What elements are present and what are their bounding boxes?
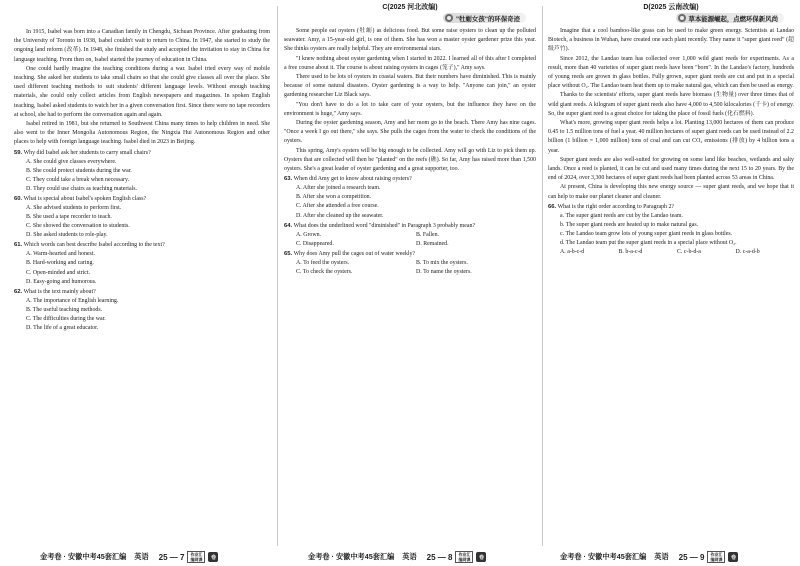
passage-paragraph: Super giant reeds are also well-suited for growing on some land like beaches, wetlands and salty lands. Once a reed is planted, it can be cut and used many times during the next 15 to 20 years. By the end of 2024, over 3,300 hectares of super giant reeds had been planted across 53 areas in China. [548, 156, 794, 182]
option[interactable]: B. Hard-working and caring. [26, 260, 94, 267]
option[interactable]: A. She advised students to perform first. [26, 205, 122, 212]
footer-subject: 英语 [134, 552, 149, 561]
footer-subject: 英语 [654, 552, 669, 561]
option[interactable]: C. Open-minded and strict. [26, 269, 90, 276]
passage-paragraph: "I knew nothing about oyster gardening when I started in 2022. I learned all of this after I completed a free course about it. The course is about raising oysters in cages (笼子)," Amy says. [284, 55, 536, 71]
question-text: What is the right order according to Paragraph 2? [557, 203, 675, 210]
banner-title: "牡蛎女孩"的环保奇迹 [455, 14, 520, 23]
option[interactable]: C. The difficulties during the war. [26, 315, 106, 322]
question-number: 64. [284, 222, 293, 229]
statement: d. The Landao team put the super giant reeds in a special place without O₂. [560, 240, 737, 247]
question-number: 63. [284, 176, 293, 183]
footer-logo-icon: 卷 [728, 552, 738, 562]
option[interactable]: D. Remained. [416, 240, 449, 247]
option[interactable]: A. Warm-hearted and honest. [26, 251, 95, 258]
statement: b. The super giant reeds are heated up to make natural gas. [560, 221, 699, 228]
option[interactable]: D. Easy-going and humorous. [26, 278, 97, 285]
passage-paragraph: During the oyster gardening season, Amy and her mom go to the beach. There Amy has nine cages. "Once a week I go out there," she says. She pulls the cages from the water to check the conditions of the oysters. [284, 120, 536, 145]
option[interactable]: B. b-a-c-d [618, 249, 643, 256]
column-right [548, 0, 794, 548]
passage-paragraph: "You don't have to do a lot to take care of your oysters, but the influence they have on the environment is huge," Amy says. [284, 101, 536, 117]
option[interactable]: B. Fallen. [416, 231, 440, 238]
passage-paragraph: Imagine that a cool bamboo-like grass can be used to make green energy. Scientists at Landao Biotech, a business in Wuhan, have created one such plant recently. They name it "super giant reed" (超级芦竹). [548, 28, 794, 53]
option[interactable]: A. a-b-c-d [560, 249, 585, 256]
option[interactable]: B. She could protect students during the war. [26, 167, 132, 174]
option[interactable]: D. c-a-d-b [735, 249, 760, 256]
question-number: 59. [14, 149, 23, 156]
page-footer [40, 550, 218, 564]
question-61 [14, 241, 270, 286]
option[interactable]: A. After she joined a research team. [296, 185, 381, 192]
option[interactable]: B. To mix the oysters. [416, 259, 468, 266]
question-number: 66. [548, 203, 557, 210]
option[interactable]: C. To check the oysters. [296, 268, 353, 275]
passage-paragraph: In 1915, Isabel was born into a Canadian family in Chengdu, Sichuan Province. After graduating from the University of Toronto in 1938, Isabel couldn't wait to return to China. In 1947, she started to study the ongoing land reform (改革). In 1948, she finished the study and accepted the invitation to stay in China for language teaching. From then on, Isabel started the journey of education in China. [14, 29, 270, 63]
statement: c. The Landao team grow lots of young super giant reeds in glass bottles. [560, 231, 733, 238]
question-number: 61. [14, 242, 23, 249]
passage-paragraph: One could hardly imagine the teaching conditions during a war. Isabel tried every way of mobile teaching. She asked her students to take small chairs so that she could give classes all over the place. She used different teaching methods to suit students' different language levels. Without enough teaching materials, she could only collect articles from English newspapers and magazines. In spoken English teaching, Isabel asked students to watch her in a given conversation first. Since there were no tape recorders at school, she had to perform the conversation again and again. [14, 65, 270, 118]
question-text: Which words can best describe Isabel according to the text? [23, 242, 165, 249]
footer-title: 金考卷 · 安徽中考45套汇编 [40, 552, 127, 561]
footer-logo-icon: 卷 [476, 552, 486, 562]
section-banner [548, 12, 794, 24]
footer-tag: 作业汇编网课 [187, 551, 205, 563]
column-middle [284, 0, 536, 548]
column-divider [277, 6, 278, 546]
section-heading: C(2025 河北改编) [382, 4, 438, 11]
option[interactable]: D. After she cleaned up the seawater. [296, 212, 384, 219]
option[interactable]: C. They could take a break when necessary. [26, 176, 130, 183]
question-64 [284, 222, 536, 249]
passage-paragraph: Some people eat oysters (牡蛎) as delicious food. But some raise oysters to clean up the polluted seawater. Amy, a 15-year-old girl, is one of them. She has won a master oyster gardener prize this year. She thinks oysters are really helpful. They are environmental stars. [284, 28, 536, 53]
footer-page-number: 25 — 7 [158, 552, 185, 562]
question-62 [14, 288, 270, 333]
footer-tag: 作业汇编网课 [455, 551, 473, 563]
footer-tag: 作业汇编网课 [707, 551, 725, 563]
column-divider [542, 6, 543, 546]
column-left [14, 0, 270, 548]
option[interactable]: C. After she attended a free course. [296, 203, 379, 210]
banner-title: 草本能源崛起，点燃环保新风尚 [688, 14, 778, 23]
passage-paragraph: Since 2012, the Landao team has collected over 1,000 wild giant reeds for experiments. As a result, more than 40 varieties of super giant reeds have been "born". In the Landao's factory, hundreds of young reeds are grown in glass bottles. Fully grown, super giant reeds are cut and put in a special place without O₂. The Landao team heat them up to make natural gas, which can then be used as energy. [548, 55, 794, 90]
option[interactable]: C. She showed the conversation to students. [26, 223, 130, 230]
passage-paragraph: At present, China is developing this new energy source — super giant reeds, and we hope that it can help to make our planet cleaner and cleaner. [548, 184, 794, 200]
option[interactable]: D. She asked students to role-play. [26, 232, 108, 239]
passage-paragraph: Isabel retired in 1981, but she returned to Southwest China many times to help children in need. She also went to the Inner Mongolia Autonomous Region, the Ningxia Hui Autonomous Region and other places to help with foreign language teaching. Isabel died in 2023 in Beijing. [14, 121, 270, 146]
question-text: What does the underlined word "diminished" in Paragraph 3 probably mean? [293, 222, 476, 229]
question-60 [14, 195, 270, 240]
passage-paragraph: This spring, Amy's oysters will be big enough to be collected. Amy will go with Liz to pick them up. Oysters that are collected will then be "planted" on the reefs (礁). So far, Amy has raised more than 1,500 oysters. She's a great leader of oyster gardening and a great supporter, too. [284, 147, 536, 173]
passage-paragraph: Thanks to the scientists' efforts, super giant reeds have biomass (生物量) over three times that of wild giant reeds. A kilogram of super giant reeds also have 4,000 to 4,500 kilocalories (千卡) of energy. So, the super giant reed is a great choice for taking the place of fossil fuels (化石燃料). [548, 92, 794, 117]
question-number: 60. [14, 196, 23, 203]
question-63 [284, 175, 536, 220]
footer-title: 金考卷 · 安徽中考45套汇编 [560, 552, 647, 561]
question-text: What is the text mainly about? [23, 288, 96, 295]
question-text: When did Amy get to know about raising oysters? [293, 176, 412, 183]
footer-page-number: 25 — 8 [426, 552, 453, 562]
footer-subject: 英语 [402, 552, 417, 561]
option[interactable]: C. c-b-d-a [677, 249, 701, 256]
page-footer [560, 550, 738, 564]
question-66 [548, 203, 794, 257]
question-65 [284, 250, 536, 277]
option[interactable]: A. To feed the oysters. [296, 259, 350, 266]
footer-page-number: 25 — 9 [678, 552, 705, 562]
question-number: 65. [284, 250, 293, 257]
option[interactable]: D. The life of a great educator. [26, 325, 99, 332]
statement: a. The super giant reeds are cut by the Landao team. [560, 212, 683, 219]
option[interactable]: A. Grown. [296, 231, 322, 238]
passage-paragraph: What's more, growing super giant reeds helps a lot. Planting 13,000 hectares of them can produce 0.45 to 1.5 million tons of fuel a year. 40 million hectares of super giant reeds can be used instead of 2.2 billion (1 billion = 1,000 million) tons of coal and can cut CO₂ emissions (排放) by 4 billion tons a year. [548, 120, 794, 154]
banner-icon [678, 14, 686, 22]
option[interactable]: A. She could give classes everywhere. [26, 158, 117, 165]
question-number: 62. [14, 288, 23, 295]
section-banner [284, 12, 536, 24]
option[interactable]: D. They could use chairs as teaching materials. [26, 185, 137, 192]
question-text: Why did Isabel ask her students to carry small chairs? [23, 149, 151, 156]
option[interactable]: B. After she won a competition. [296, 194, 372, 201]
option[interactable]: C. Disappeared. [296, 240, 334, 247]
banner-icon [445, 14, 453, 22]
option[interactable]: A. The importance of English learning. [26, 297, 119, 304]
footer-title: 金考卷 · 安徽中考45套汇编 [308, 552, 395, 561]
page-footer [308, 550, 486, 564]
option[interactable]: B. She used a tape recorder to teach. [26, 214, 112, 221]
option[interactable]: D. To name the oysters. [416, 268, 472, 275]
option[interactable]: B. The useful teaching methods. [26, 306, 103, 313]
question-text: What is special about Isabel's spoken English class? [23, 196, 147, 203]
passage-paragraph: There used to be lots of oysters in coastal waters. But their numbers have diminished. This is mainly because of some natural disasters. Oyster gardening is a way to help. "Anyone can join," an oyster gardening researcher Liz Black says. [284, 74, 536, 99]
question-59 [14, 149, 270, 194]
question-text: Why does Amy pull the cages out of water weekly? [293, 250, 416, 257]
footer-logo-icon: 卷 [208, 552, 218, 562]
section-heading: D(2025 云南改编) [643, 4, 699, 11]
